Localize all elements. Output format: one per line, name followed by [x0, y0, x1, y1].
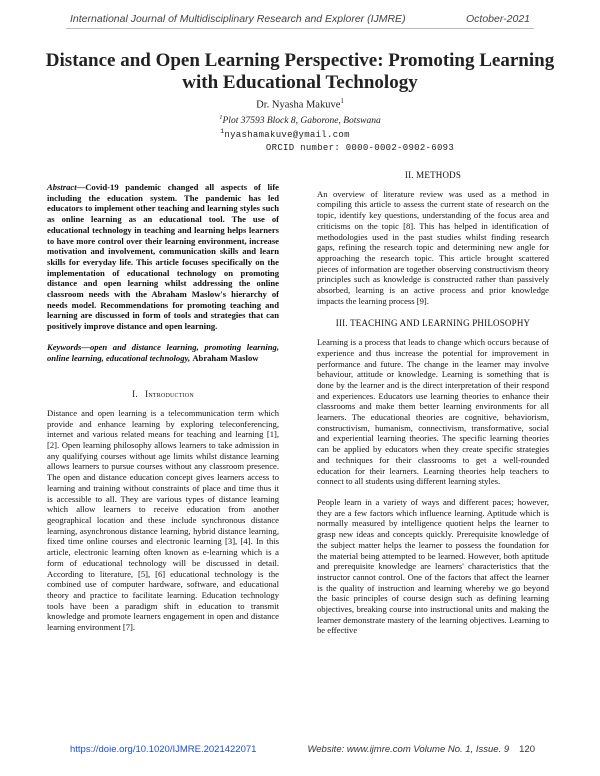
- section-heading-methods: II. METHODS: [404, 170, 462, 180]
- author-line: [0, 97, 600, 111]
- teaching-paragraph-1: Learning is a process that leads to change which occurs because of experience and thus increase the potential for improvement in performance and future. The change in the learner may involve behaviour, attitude or knowledge. Learning is something that is done by the learner and is the direct interpretation of their respond and experiences. Educators use learning theories to enhance their classrooms and make them better learning environments for all learners. The educational theories are cognitive, behaviorism, constructivism, humanism, connectivism, transformative, social and experiential learning theories. The specific learning theories can be applied by educators when they create specific strategies and techniques for their classrooms to get a well-rounded education for their learners. Learning theories help teachers to connect to all students using different learning styles.: [317, 337, 549, 487]
- left-column: [47, 182, 279, 640]
- intro-number: I.: [132, 389, 138, 400]
- abstract: [47, 182, 279, 332]
- keywords-label: Keywords—: [47, 341, 90, 352]
- website-volume: Website: www.ijmre.com Volume No. 1, Issue. 9: [307, 744, 510, 755]
- affiliation-sup: 1: [219, 114, 223, 121]
- orcid: ORCID number: 0000-0002-0902-6093: [265, 143, 455, 153]
- footer-info: [307, 744, 535, 755]
- affiliation-line: [0, 114, 600, 126]
- methods-paragraph: An overview of literature review was used as a method in compiling this article to assess the current state of research on the topic, identify key questions, understanding of the focus area and criticisms on the topic [8]. This has helped in identification of methodologies used in the past studies whilst finding research gaps, refining the research topic and determining new angle for approaching the research topic. This article brought scattered pieces of information are together observing constructivism theory principles such as knowledge is constructed rather than passively absorbed, learning is an active process and prior knowledge impacts the learning process [9].: [317, 188, 549, 306]
- section-heading-introduction: [47, 389, 279, 400]
- header-rule: [66, 28, 534, 29]
- abstract-text: Covid-19 pandemic changed all aspects of life including the education system. The pandemic has led educators to implement other teaching and learning styles such as online learning as an educational tool. The use of educational technology in teaching and learning helps learners to have more control over their learning environment, increase motivation and involvement, communication skills and learn skills for everyday life. This article focuses specifically on the implementation of educational technology on promoting distance and open learning whilst addressing the online classroom needs with the Abraham Maslow's hierarchy of needs model. Recommendations for promoting teaching and learning are discussed in form of tools and strategies that can positively improve distance and open learning.: [47, 182, 279, 332]
- author-email[interactable]: nyashamakuve@ymail.com: [224, 130, 350, 140]
- paper-title: Distance and Open Learning Perspective: Promoting Learning with Educational Technology: [45, 50, 555, 93]
- abstract-label: Abstract—: [47, 182, 86, 192]
- page-number: 120: [519, 744, 535, 755]
- affiliation: Plot 37593 Block 8, Gaborone, Botswana: [222, 116, 381, 127]
- intro-title: Introduction: [145, 389, 194, 400]
- intro-paragraph: Distance and open learning is a telecommunication term which provide and enhance learning by exploring teleconferencing, internet and various related means for teaching and learning [1], [2]. Open learning philosophy allows learners to take admission in any qualifying courses without age limits whilst distance learning allows learners to pursue courses without any classroom presence. The open and distance education concept gives learners access to learning and training without constraints of place and time thus it is accessible to all. They are various types of distance learning which allow learners to receive education from another geographical location and these include synchronous distance learning, asynchronous distance learning, hybrid distance learning, fixed time online courses and electronic learning [3], [4]. In this article, electronic learning often known as e-learning which is a form of educational technology will be discussed in detail. According to literature, [5], [6] educational technology is the combined use of computer hardware, software, and educational theory and practice to facilitate learning. Education technology tools have been a paradigm shift in education to transmit knowledge and promote learners engagement in open and distance learning environment [7].: [47, 407, 279, 633]
- author-name: Dr. Nyasha Makuve: [256, 99, 341, 111]
- email-sup: 1: [220, 128, 225, 135]
- keywords-text: open and distance learning, promoting learning, online learning, educational technology,: [47, 341, 279, 363]
- right-column: [317, 170, 549, 643]
- keywords-tail: Abraham Maslow: [192, 352, 259, 363]
- issue-date: October-2021: [465, 13, 530, 25]
- email-line: [0, 128, 600, 140]
- author-sup: 1: [340, 97, 344, 105]
- teaching-paragraph-2: People learn in a variety of ways and different paces; however, they are a few factors which influence learning. Aptitude which is normally measured by intelligence quotient helps the learner to grasp new ideas and concepts quickly. Prerequisite knowledge of the subject matter helps the learner to possess the foundation for the material being attempted to be learned. However, both aptitude and prerequisite knowledge are learners' characteristics that the instructor cannot control. One of the factors that affect the learner is the quality of instruction and learning whereby we go beyond the basic principles of course design such as defining learning objectives, breaking course into instructional units and making the learner demonstrate mastery of the learning objectives. Learning to be effective: [317, 496, 549, 636]
- journal-header: International Journal of Multidisciplinary Research and Explorer (IJMRE): [70, 13, 406, 25]
- keywords: [47, 342, 279, 363]
- doi-link[interactable]: https://doie.org/10.1020/IJMRE.2021422071: [70, 744, 257, 755]
- section-heading-teaching: III. TEACHING AND LEARNING PHILOSOPHY: [335, 318, 531, 329]
